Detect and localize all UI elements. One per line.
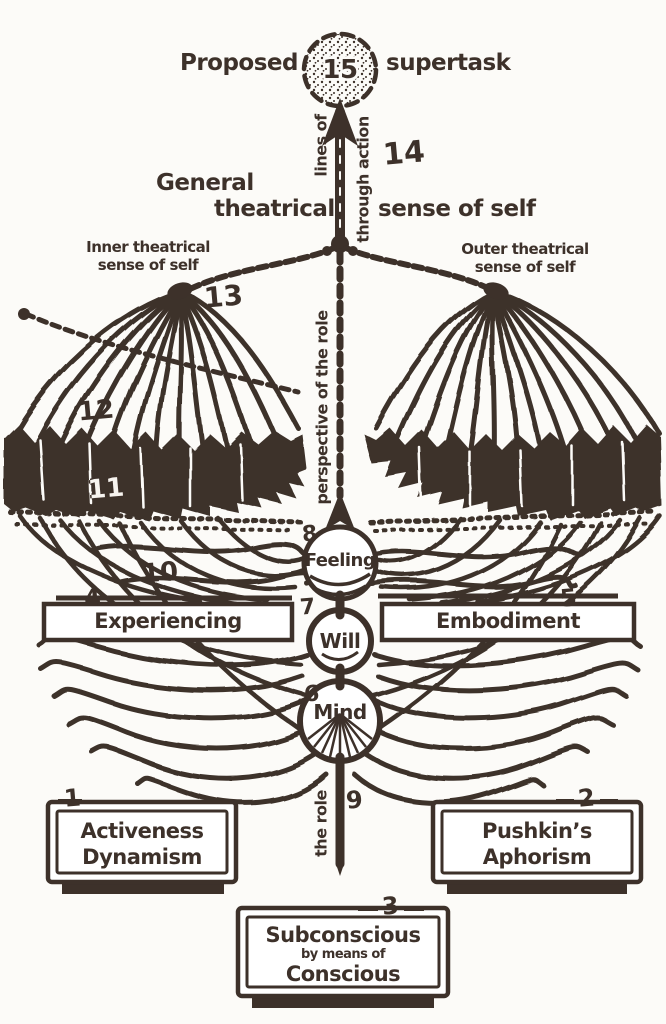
outer-theatrical-label: [435, 240, 615, 276]
number-12: 12: [76, 394, 116, 428]
left-fan: [16, 292, 298, 458]
number-3: 3: [380, 891, 400, 921]
number-7: 7: [298, 594, 317, 621]
subconscious-line1: Subconscious: [265, 923, 421, 947]
number-13: 13: [202, 278, 245, 315]
pushkin-line1: Pushkin’s: [482, 819, 592, 843]
inner-line1: Inner theatrical: [86, 238, 210, 256]
number-2: 2: [576, 783, 596, 813]
lines-of-label: lines of: [311, 114, 331, 177]
mind-label: Mind: [313, 700, 367, 724]
supertask-node-number: 15: [322, 55, 358, 85]
number-1: 1: [62, 783, 82, 813]
feeling-label: Feeling: [304, 550, 376, 571]
subconscious-box-label: [258, 922, 428, 988]
number-9: 9: [344, 785, 364, 815]
sense-of-self-label: sense of self: [378, 196, 536, 222]
outer-line1: Outer theatrical: [461, 240, 589, 258]
activeness-box-label: [62, 818, 222, 871]
through-action-label: through action: [353, 116, 373, 243]
perspective-label: perspective of the role: [312, 310, 332, 505]
inner-line2: sense of self: [97, 256, 199, 274]
embodiment-label: Embodiment: [435, 609, 581, 633]
will-label: Will: [319, 629, 361, 653]
subconscious-line2: by means of: [300, 947, 386, 963]
theatrical-label: theatrical: [214, 196, 335, 222]
general-label: General: [156, 170, 254, 196]
supertask-label: supertask: [386, 50, 511, 76]
right-band: [364, 424, 662, 520]
experiencing-label: Experiencing: [94, 609, 242, 633]
proposed-label: Proposed: [179, 50, 298, 76]
number-5: 5: [558, 583, 578, 613]
number-14: 14: [381, 134, 427, 173]
subconscious-line3: Conscious: [285, 962, 401, 987]
activeness-line1: Activeness: [80, 819, 204, 843]
the-role-label: the role: [311, 790, 331, 857]
inner-theatrical-label: [58, 238, 238, 274]
pushkin-line2: Aphorism: [482, 845, 592, 870]
number-8: 8: [300, 521, 319, 548]
pushkin-box-label: [447, 818, 627, 871]
outer-line2: sense of self: [474, 258, 576, 276]
number-6: 6: [302, 681, 321, 708]
number-4: 4: [82, 583, 102, 613]
number-11: 11: [86, 472, 126, 506]
number-10: 10: [140, 556, 180, 590]
activeness-line2: Dynamism: [82, 845, 202, 870]
